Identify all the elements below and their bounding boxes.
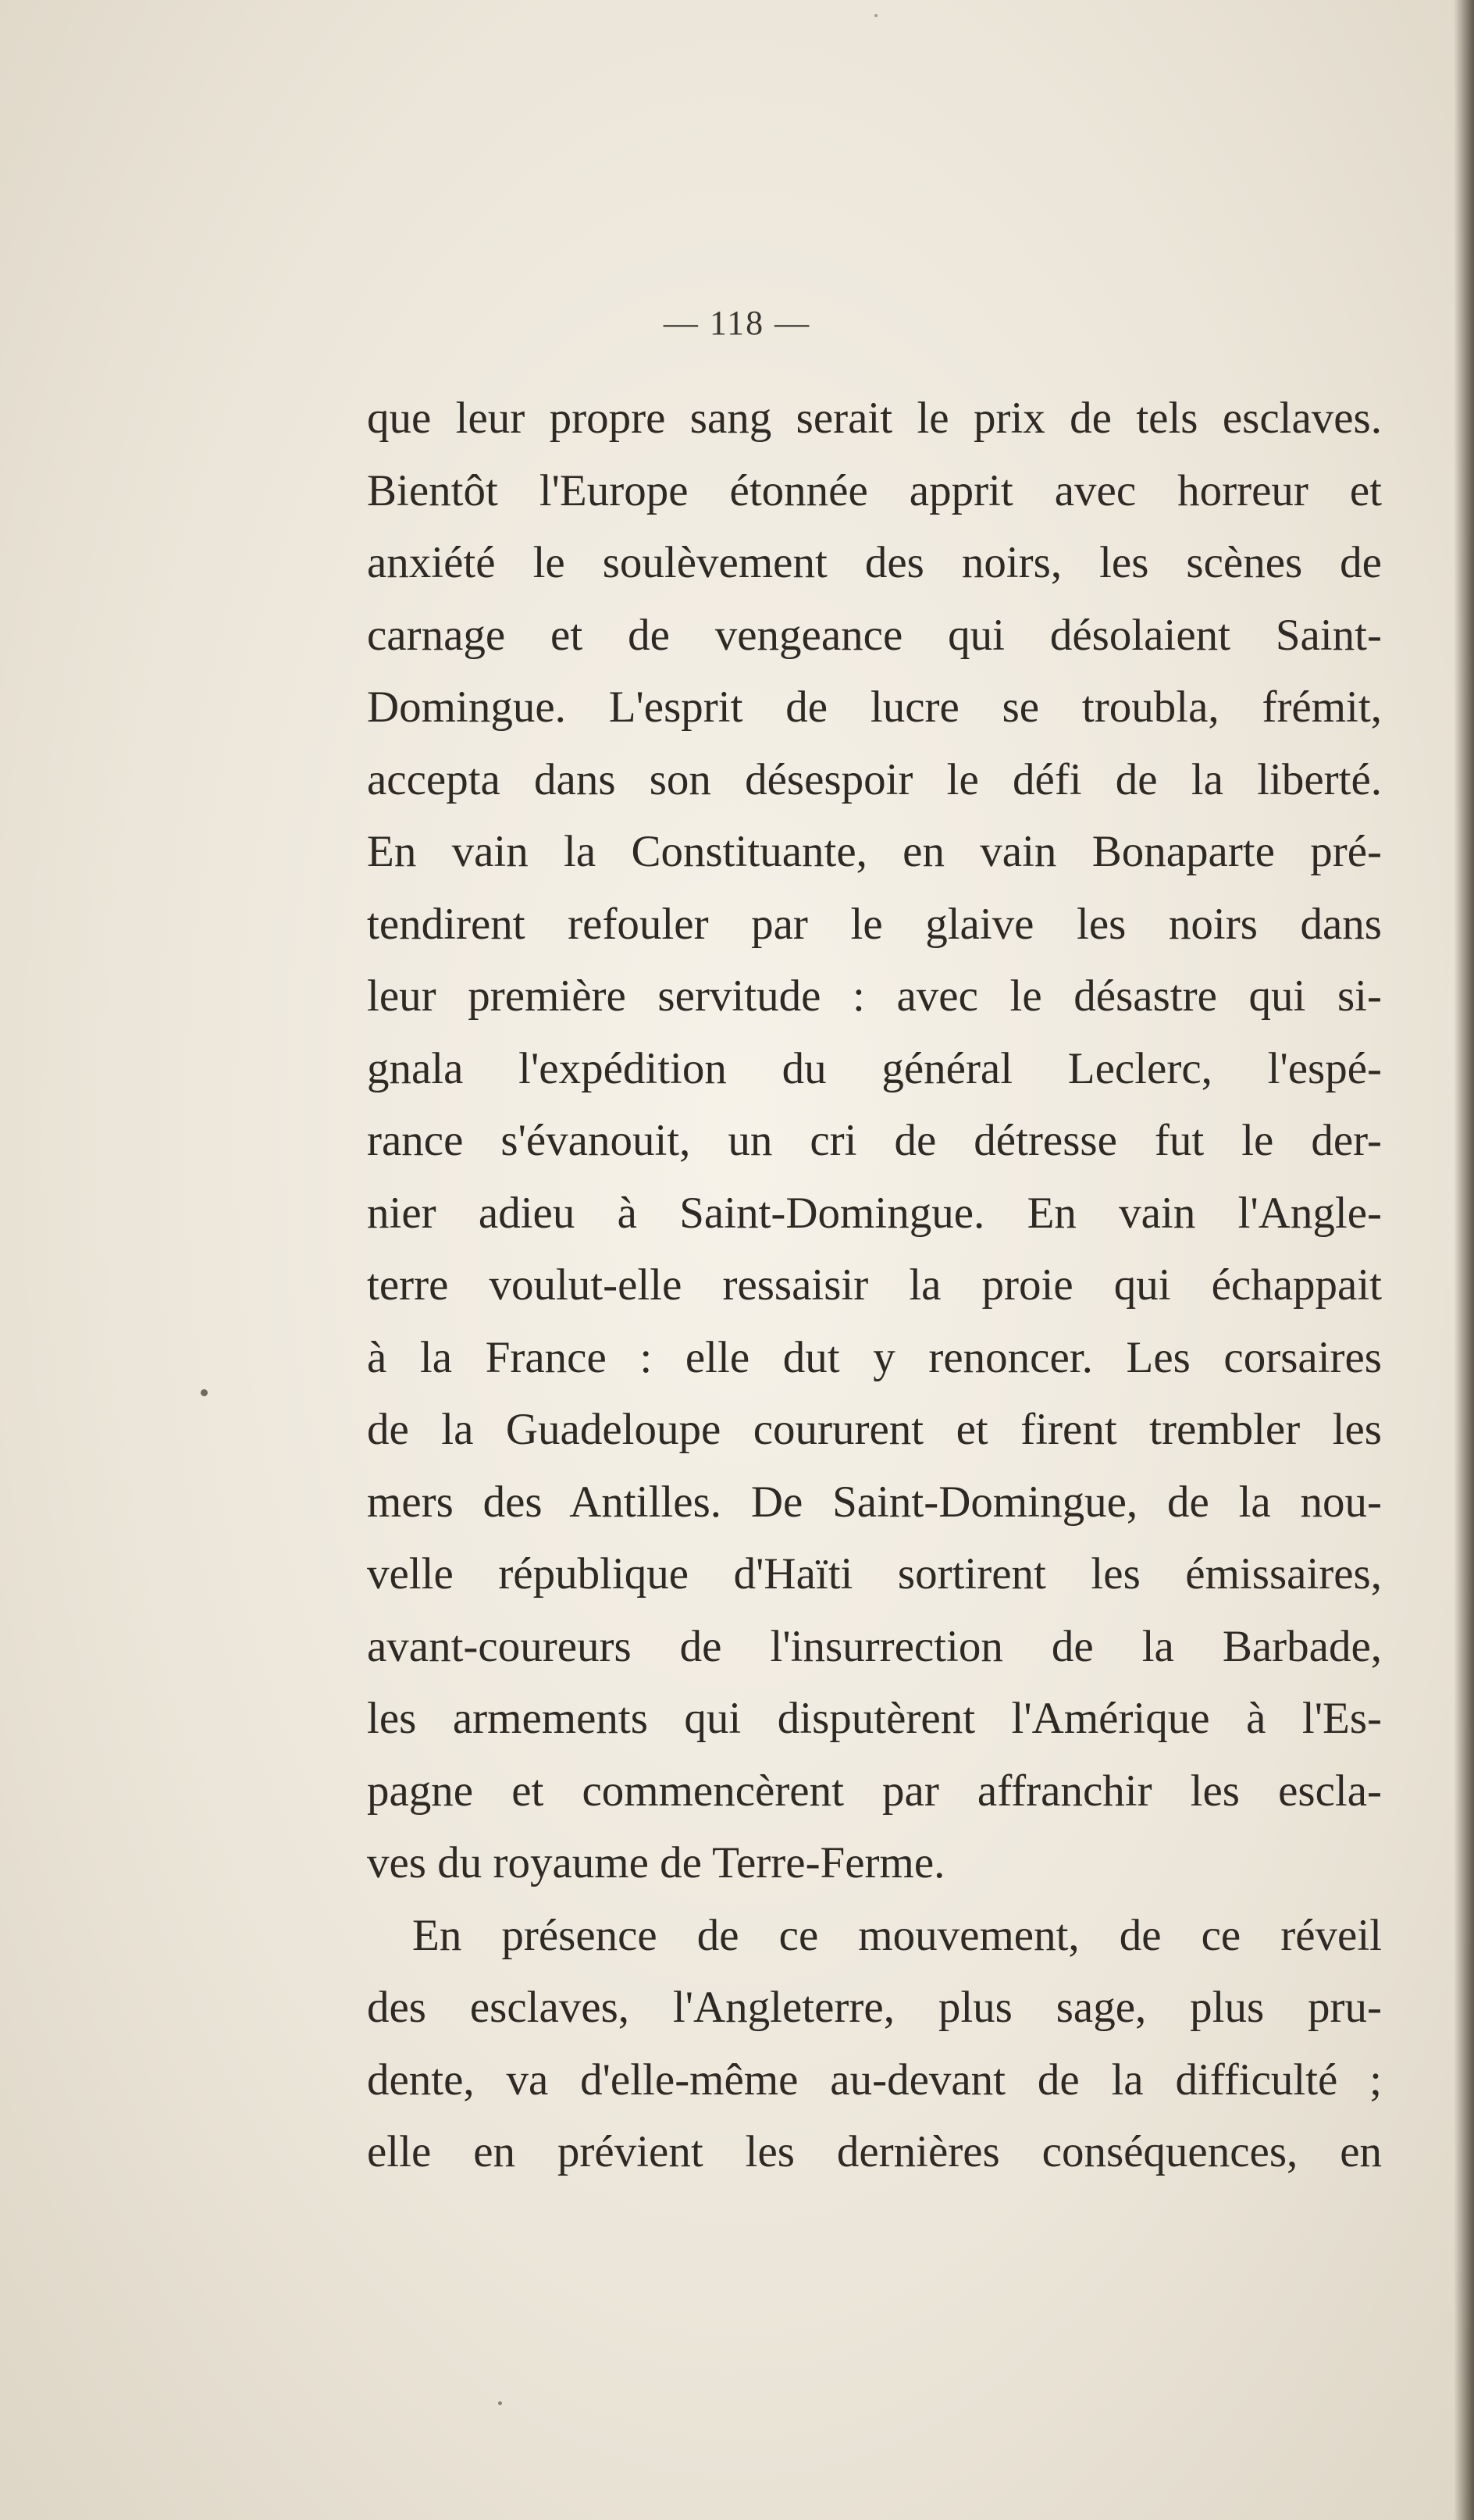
text-line: à la France : elle dut y renoncer. Les corsaires (367, 1332, 1382, 1382)
text-line: Domingue. L'esprit de lucre se troubla, frémit, (367, 683, 1382, 732)
paragraph-1 (367, 383, 1382, 1900)
ink-speck (874, 14, 878, 17)
text-line: pagne et commencèrent par affranchir les escla- (367, 1766, 1382, 1816)
page-number: — 118 — (663, 304, 811, 342)
text-line: gnala l'expédition du général Leclerc, l'espé- (367, 1043, 1382, 1093)
text-line: leur première servitude : avec le désastre qui si- (367, 971, 1382, 1021)
text-line: de la Guadeloupe coururent et firent trembler les (367, 1405, 1382, 1454)
text-line: En vain la Constituante, en vain Bonaparte pré- (367, 827, 1382, 876)
text-line: les armements qui disputèrent l'Amérique à l'Es- (367, 1694, 1382, 1743)
text-line: Bientôt l'Europe étonnée apprit avec horreur et (367, 465, 1382, 515)
text-line: que leur propre sang serait le prix de tels esclaves. (367, 394, 1382, 443)
text-line: anxiété le soulèvement des noirs, les scènes de (367, 538, 1382, 587)
text-line: avant-coureurs de l'insurrection de la Barbade, (367, 1621, 1382, 1671)
text-line: des esclaves, l'Angleterre, plus sage, plus pru- (367, 1983, 1382, 2032)
text-line: dente, va d'elle-même au-devant de la difficulté ; (367, 2055, 1382, 2105)
body-text (367, 383, 1382, 2189)
text-line: mers des Antilles. De Saint-Domingue, de la nou- (367, 1477, 1382, 1527)
text-line: rance s'évanouit, un cri de détresse fut le der- (367, 1116, 1382, 1165)
text-line: accepta dans son désespoir le défi de la liberté. (367, 754, 1382, 804)
text-line: carnage et de vengeance qui désolaient Saint- (367, 610, 1382, 660)
binding-edge (1454, 0, 1474, 2520)
ink-speck (201, 1389, 208, 1396)
text-line: terre voulut-elle ressaisir la proie qui échappait (367, 1260, 1382, 1310)
text-line: velle république d'Haïti sortirent les émissaires, (367, 1549, 1382, 1599)
paragraph-2 (367, 1900, 1382, 2189)
text-line: elle en prévient les dernières conséquences, en (367, 2127, 1382, 2176)
text-line: nier adieu à Saint-Domingue. En vain l'Angle- (367, 1188, 1382, 1238)
text-line: En présence de ce mouvement, de ce réveil (412, 1910, 1382, 1960)
text-line: ves du royaume de Terre-Ferme. (367, 1838, 945, 1887)
text-line: tendirent refouler par le glaive les noirs dans (367, 899, 1382, 949)
ink-speck (498, 2401, 502, 2405)
